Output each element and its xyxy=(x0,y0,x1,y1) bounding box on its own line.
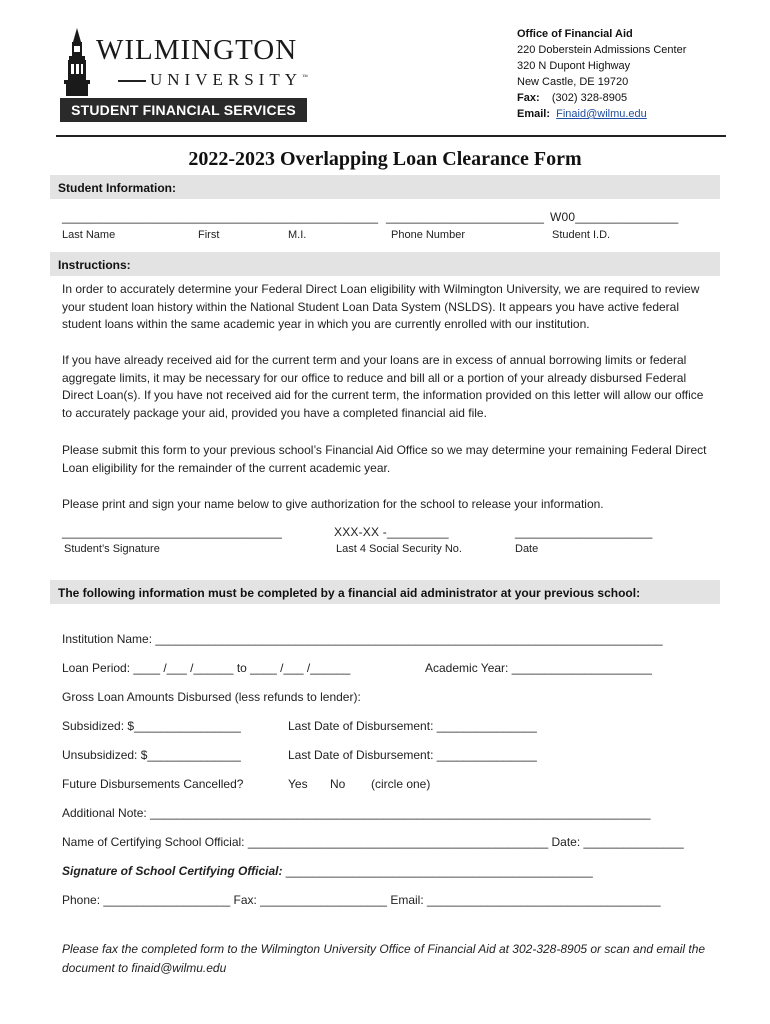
student-id-field[interactable]: W00_______________ xyxy=(550,210,679,224)
contact-info-field[interactable]: Phone: ___________________ Fax: ___________________ Email: ___________________________________ xyxy=(62,893,661,907)
circle-one-hint: (circle one) xyxy=(371,777,431,791)
logo-subwordmark: UNIVERSITY™ xyxy=(150,70,308,89)
gross-loan-label: Gross Loan Amounts Disbursed (less refunds to lender): xyxy=(62,690,361,704)
name-field[interactable]: ______________________________________________ xyxy=(62,210,379,224)
student-id-label: Student I.D. xyxy=(552,229,611,241)
date-field[interactable]: ____________________ xyxy=(515,525,653,539)
student-info-header: Student Information: xyxy=(58,181,176,195)
phone-field[interactable]: _______________________ xyxy=(386,210,545,224)
unsubsidized-last-date-field[interactable]: Last Date of Disbursement: _______________ xyxy=(288,748,537,762)
signature-label: Student’s Signature xyxy=(64,543,160,555)
office-name: Office of Financial Aid xyxy=(517,28,633,40)
clock-tower-icon xyxy=(60,28,94,96)
address-line: New Castle, DE 19720 xyxy=(517,76,629,88)
phone-label: Phone Number xyxy=(391,229,465,241)
additional-note-field[interactable]: Additional Note: ___________________________________________________________________________ xyxy=(62,806,651,820)
yes-option[interactable]: Yes xyxy=(288,777,308,791)
future-disbursements-label: Future Disbursements Cancelled? xyxy=(62,777,244,791)
email-link[interactable]: Finaid@wilmu.edu xyxy=(556,108,647,120)
middle-initial-label: M.I. xyxy=(288,229,307,241)
student-signature-field[interactable]: ________________________________ xyxy=(62,525,282,539)
admin-section-header: The following information must be completed by a financial aid administrator at your previous school: xyxy=(58,586,641,600)
first-name-label: First xyxy=(198,229,220,241)
instructions-paragraph: Please submit this form to your previous school’s Financial Aid Office so we may determine your remaining Federal Direct Loan eligibility for the remainder of the current academic year. xyxy=(62,443,707,475)
fax-line: Fax: (302) 328-8905 xyxy=(517,92,628,104)
logo-wordmark: WILMINGTON xyxy=(96,34,298,66)
no-option[interactable]: No xyxy=(330,777,346,791)
institution-name-field[interactable]: Institution Name: ____________________________________________________________________________ xyxy=(62,632,663,646)
date-label: Date xyxy=(515,543,539,555)
footer-instructions: Please fax the completed form to the Wilmington University Office of Financial Aid at 302-328-8905 or scan and email the document to finaid@wilmu.edu xyxy=(62,942,706,975)
instructions-paragraph: Please print and sign your name below to give authorization for the school to release your information. xyxy=(62,497,604,511)
loan-period-field[interactable]: Loan Period: ____ /___ /______ to ____ /___ /______ xyxy=(62,661,351,675)
email-line: Email: Finaid@wilmu.edu xyxy=(517,108,647,120)
official-signature-field[interactable]: Signature of School Certifying Official: ______________________________________________ xyxy=(62,864,593,878)
instructions-bar xyxy=(50,252,720,276)
last-name-label: Last Name xyxy=(62,229,116,241)
certifying-official-field[interactable]: Name of Certifying School Official: _____________________________________________ Date: _______________ xyxy=(62,835,684,849)
instructions-header: Instructions: xyxy=(58,258,131,272)
unsubsidized-field[interactable]: Unsubsidized: $______________ xyxy=(62,748,241,762)
ssn-label: Last 4 Social Security No. xyxy=(336,543,462,555)
logo-banner: STUDENT FINANCIAL SERVICES xyxy=(60,98,307,122)
logo-rule xyxy=(118,80,146,82)
academic-year-field[interactable]: Academic Year: _____________________ xyxy=(425,661,652,675)
subsidized-last-date-field[interactable]: Last Date of Disbursement: _______________ xyxy=(288,719,537,733)
subsidized-field[interactable]: Subsidized: $________________ xyxy=(62,719,241,733)
contact-block xyxy=(517,26,686,122)
header-divider xyxy=(56,135,726,137)
address-line: 320 N Dupont Highway xyxy=(517,60,631,72)
instructions-paragraph: In order to accurately determine your Federal Direct Loan eligibility with Wilmington University, we are required to review your student loan history within the National Student Loan Data System (NSLDS). It appears you have active federal student loans within the same academic year in which you are currently enrolled with our institution. xyxy=(62,282,700,331)
instructions-paragraph: If you have already received aid for the current term and your loans are in excess of annual borrowing limits or federal aggregate limits, it may be necessary for our office to reduce and bill all or a portion of your already disbursed Federal Direct Loan(s). If you have not received aid for the current term, the information provided on this letter will allow our office to accurately package your aid, provided you have a completed financial aid file. xyxy=(62,353,704,420)
address-line: 220 Doberstein Admissions Center xyxy=(517,44,687,56)
form-title: 2022-2023 Overlapping Loan Clearance Form xyxy=(188,148,582,170)
ssn-field[interactable]: XXX-XX -_________ xyxy=(334,525,449,539)
